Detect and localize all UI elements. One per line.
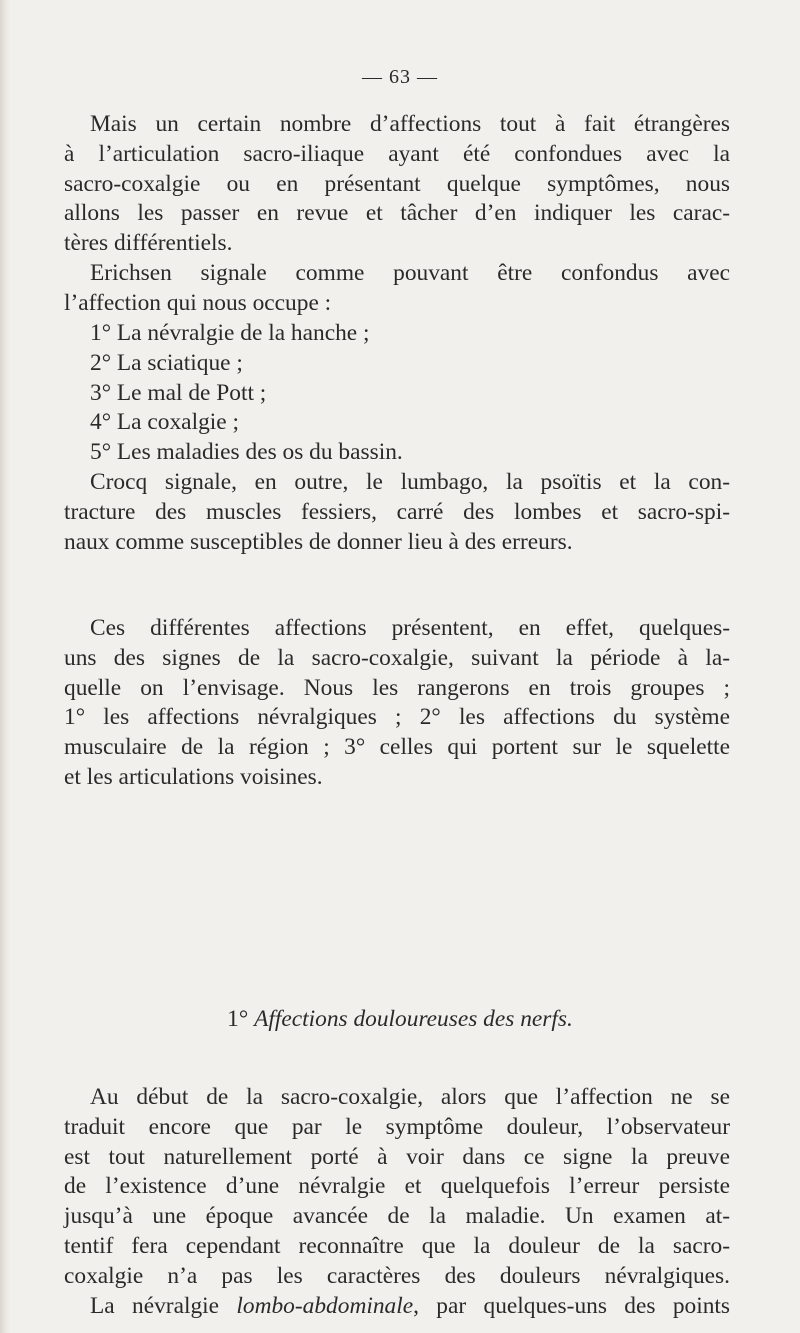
list-item: 2° La sciatique ; — [90, 349, 243, 376]
text-line: et les articulations voisines. — [64, 763, 323, 790]
list-item: 3° Le mal de Pott ; — [90, 379, 267, 406]
text-run: , par quelques-uns des points — [413, 1292, 730, 1319]
text-line: Crocq signale, en outre, le lumbago, la psoïtis et la con- — [90, 469, 730, 495]
text-line: Au début de la sacro-coxalgie, alors que l’affection ne se — [90, 1084, 730, 1110]
section-heading — [0, 1006, 800, 1033]
text-line: quelle on l’envisage. Nous les rangerons en trois groupes ; — [64, 674, 730, 701]
paragraph-erichsen — [64, 259, 730, 319]
text-line: traduit encore que par le symptôme douleur, l’observateur — [64, 1113, 730, 1140]
paragraph-groups — [64, 614, 730, 793]
text-run: La névralgie — [90, 1292, 237, 1319]
text-line: Ces différentes affections présentent, en effet, quelques- — [90, 615, 730, 641]
text-line: tracture des muscles fessiers, carré des lombes et sacro-spi- — [64, 498, 730, 525]
text-run-italic: lombo-abdominale — [236, 1292, 414, 1319]
text-line: uns des signes de la sacro-coxalgie, suivant la période à la- — [64, 644, 730, 671]
list-item: 1° La névralgie de la hanche ; — [90, 320, 370, 346]
text-line: musculaire de la région ; 3° celles qui portent sur le squelette — [64, 734, 730, 761]
text-line-last — [64, 1292, 730, 1322]
paragraph-debut — [64, 1083, 730, 1321]
text-line: tères différentiels. — [64, 230, 233, 257]
text-line: Mais un certain nombre d’affections tout à fait étrangères — [90, 111, 730, 137]
page-binding-edge — [0, 0, 10, 1333]
paragraph-intro — [64, 110, 730, 259]
text-line: Erichsen signale comme pouvant être confondus avec — [90, 260, 730, 286]
text-line: tentif fera cependant reconnaître que la douleur de la sacro- — [64, 1232, 730, 1259]
list-item: 5° Les maladies des os du bassin. — [90, 439, 403, 466]
text-line: allons les passer en revue et tâcher d’en indiquer les carac- — [64, 200, 730, 227]
page-number: — 63 — — [362, 66, 438, 88]
section-title: Affections douloureuses des nerfs. — [254, 1006, 573, 1032]
text-line: 1° les affections névralgiques ; 2° les affections du système — [64, 704, 730, 731]
text-line: naux comme susceptibles de donner lieu à des erreurs. — [64, 528, 573, 555]
section-number: 1° — [227, 1006, 249, 1032]
text-line: coxalgie n’a pas les caractères des douleurs névralgiques. — [64, 1262, 730, 1289]
text-line: l’affection qui nous occupe : — [64, 289, 332, 316]
paragraph-crocq — [64, 468, 730, 557]
text-line: sacro-coxalgie ou en présentant quelque symptômes, nous — [64, 170, 730, 197]
text-line: de l’existence d’une névralgie et quelquefois l’erreur persiste — [64, 1173, 730, 1200]
differential-list — [64, 319, 730, 468]
text-line: jusqu’à une époque avancée de la maladie. Un examen at- — [64, 1203, 730, 1230]
text-line: à l’articulation sacro-iliaque ayant été confondues avec la — [64, 140, 730, 167]
text-line: est tout naturellement porté à voir dans ce signe la preuve — [64, 1143, 730, 1170]
list-item: 4° La coxalgie ; — [90, 409, 239, 436]
